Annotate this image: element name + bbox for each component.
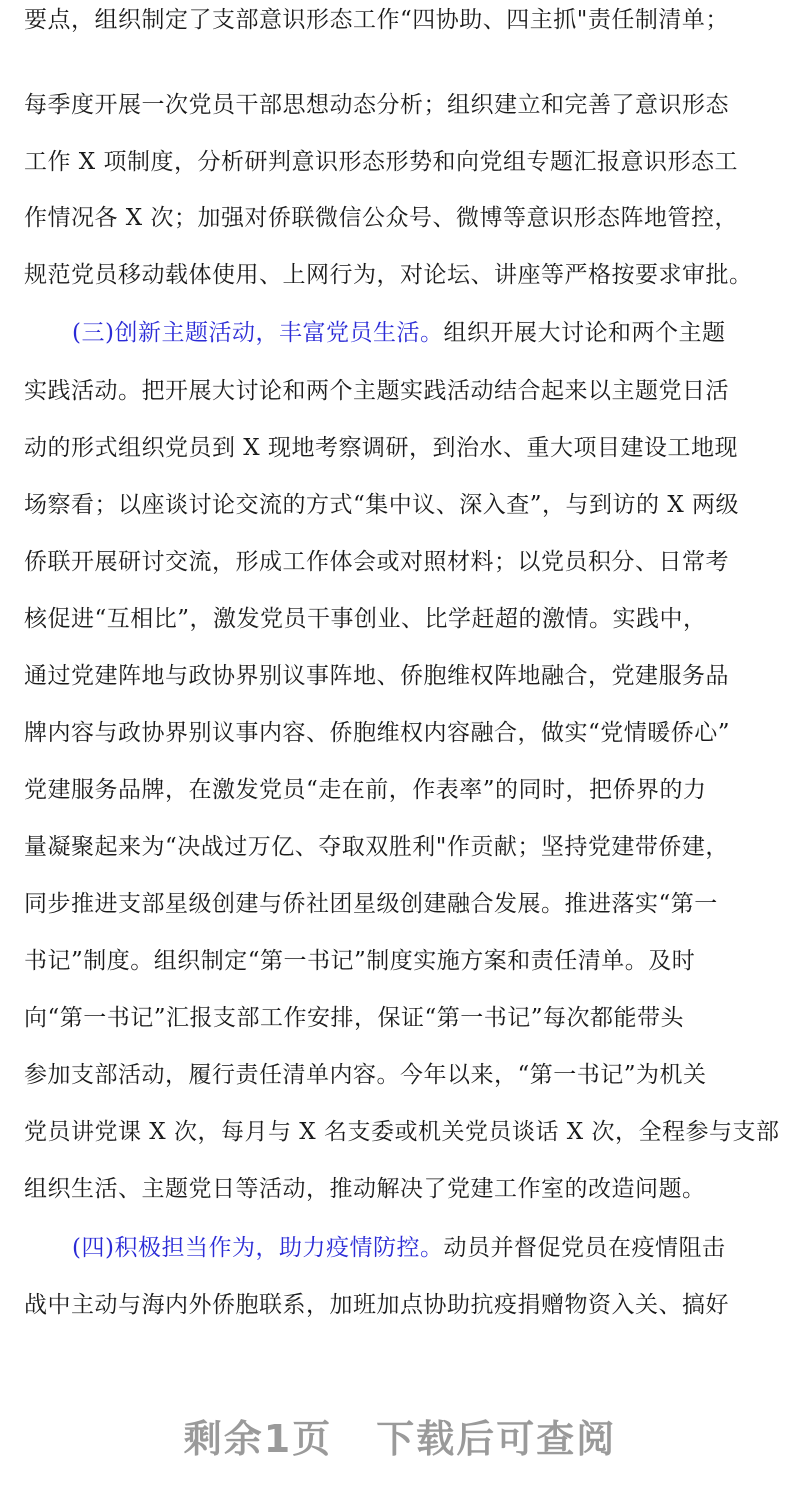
remaining-pages-label: 剩余1页 — [183, 1417, 333, 1461]
text-line: 通过党建阵地与政协界别议事阵地、侨胞维权阵地融合，党建服务品 — [24, 663, 729, 689]
section-heading-4: (四)积极担当作为，助力疫情防控。 — [72, 1235, 444, 1261]
text-line: 每季度开展一次党员干部思想动态分析；组织建立和完善了意识形态 — [24, 92, 729, 118]
text-line: 战中主动与海内外侨胞联系，加班加点协助抗疫捐赠物资入关、搞好 — [24, 1292, 729, 1318]
text-line: 向“第一书记”汇报支部工作安排，保证“第一书记”每次都能带头 — [24, 1005, 685, 1031]
download-to-view-label: 下载后可查阅 — [376, 1417, 617, 1461]
section-heading-line — [72, 1233, 780, 1263]
text-line: 动的形式组织党员到 X 现地考察调研，到治水、重大项目建设工地现 — [24, 435, 738, 461]
text-line: 同步推进支部星级创建与侨社团星级创建融合发展。推进落实“第一 — [24, 891, 718, 917]
text-line: 量凝聚起来为“决战过万亿、夺取双胜利"作贡献；坚持党建带侨建， — [24, 834, 729, 860]
section-heading-3: (三)创新主题活动，丰富党员生活。 — [72, 320, 444, 346]
text-line: 实践活动。把开展大讨论和两个主题实践活动结合起来以主题党日活 — [24, 378, 729, 404]
text-line: 作情况各 X 次；加强对侨联微信公众号、微博等意识形态阵地管控， — [24, 205, 738, 231]
text-line: 党员讲党课 X 次，每月与 X 名支委或机关党员谈话 X 次，全程参与支部 — [24, 1119, 780, 1145]
download-prompt[interactable] — [0, 1408, 800, 1463]
text-line: 牌内容与政协界别议事内容、侨胞维权内容融合，做实“党情暖侨心” — [24, 720, 731, 746]
text-line: 组织生活、主题党日等活动，推动解决了党建工作室的改造问题。 — [24, 1176, 706, 1202]
text-line: 参加支部活动，履行责任清单内容。今年以来，“第一书记”为机关 — [24, 1062, 707, 1088]
text-line: 场察看；以座谈讨论交流的方式“集中议、深入查”，与到访的 X 两级 — [24, 492, 740, 518]
text-line: 要点，组织制定了支部意识形态工作“四协助、四主抓"责任制清单； — [24, 7, 729, 33]
text-line: 党建服务品牌，在激发党员“走在前，作表率”的同时，把侨界的力 — [24, 777, 707, 803]
text-line: 规范党员移动载体使用、上网行为，对论坛、讲座等严格按要求审批。 — [24, 262, 753, 288]
paragraph-text: 组织开展大讨论和两个主题 — [443, 320, 726, 346]
text-line: 书记”制度。组织制定“第一书记”制度实施方案和责任清单。及时 — [24, 948, 696, 974]
text-line: 侨联开展研讨交流，形成工作体会或对照材料；以党员积分、日常考 — [24, 549, 729, 575]
text-line: 核促进“互相比”，激发党员干事创业、比学赶超的激情。实践中， — [24, 606, 707, 632]
text-line: 工作 X 项制度，分析研判意识形态形势和向党组专题汇报意识形态工 — [24, 149, 738, 175]
paragraph-text: 动员并督促党员在疫情阻击 — [443, 1235, 726, 1261]
section-heading-line — [72, 318, 780, 348]
